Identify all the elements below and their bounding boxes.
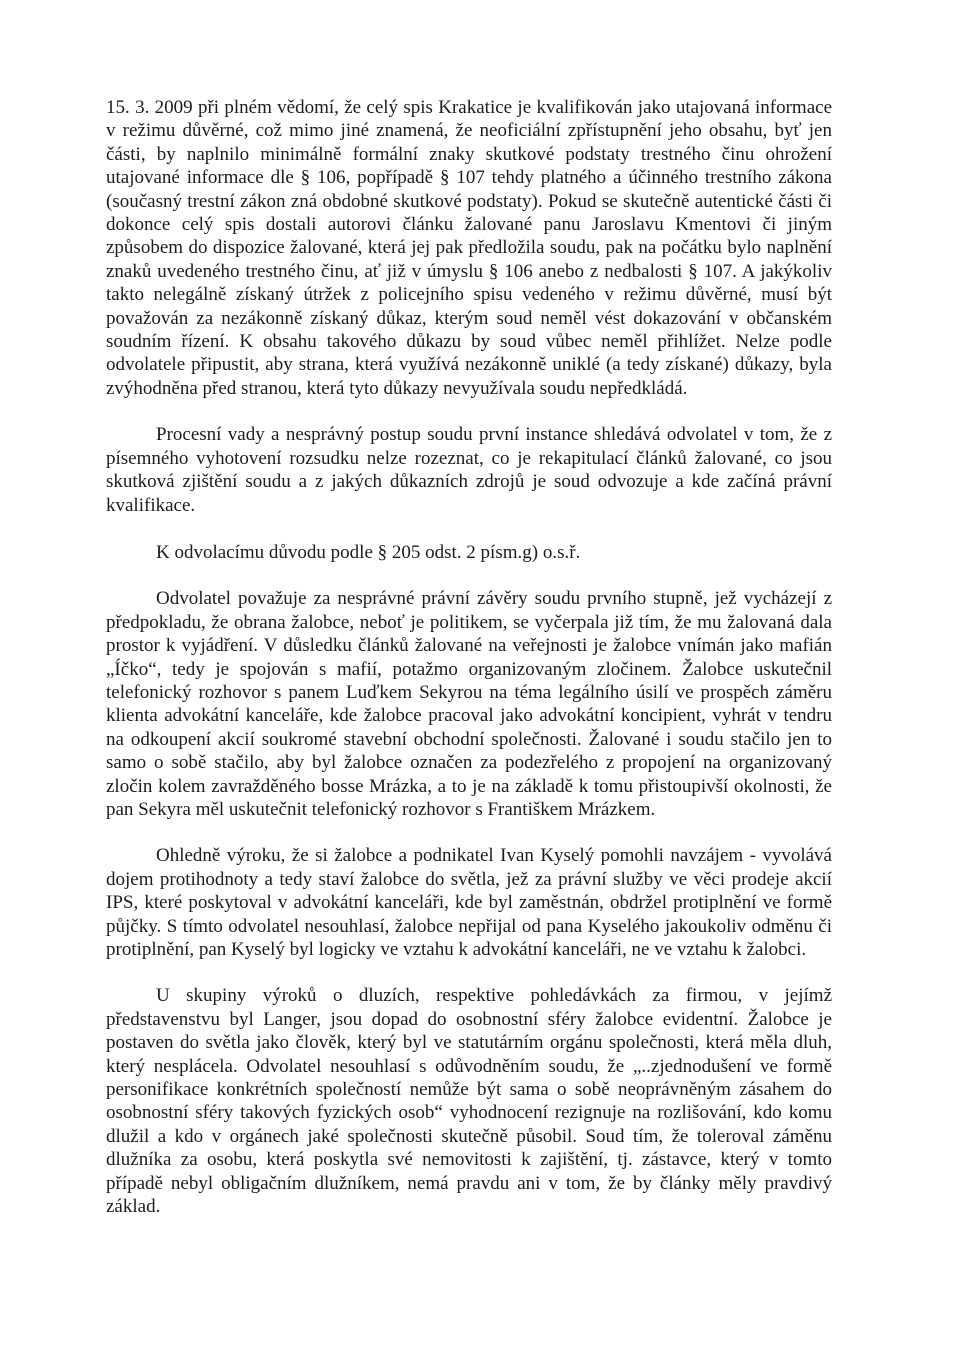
paragraph-legal-conclusions: Odvolatel považuje za nesprávné právní závěry soudu prvního stupně, jež vycházejí z předpokladu, že obrana žalobce, neboť je politikem, se vyčerpala již tím, že mu žalovaná dala prostor k vyjádření. V důsledku článků žalované na veřejnosti je žalobce vnímán jako mafián „Íčko“, tedy je spojován s mafií, potažmo organizovaným zločinem. Žalobce uskutečnil telefonický rozhovor s panem Luďkem Sekyrou na téma legálního úsilí ve prospěch záměru klienta advokátní kanceláře, kde žalobce pracoval jako advokátní koncipient, vyhrát v tendru na odkoupení akcií soukromé stavební obchodní společnosti. Žalované i soudu stačilo jen to samo o sobě stačilo, aby byl žalobce označen za podezřelého z propojení na organizovaný zločin kolem zavražděného bosse Mrázka, a to je na základě k tomu přistoupivší okolnosti, že pan Sekyra měl uskutečnit telefonický rozhovor s Františkem Mrázkem. [106,588,832,820]
document-page [106,96,832,1218]
paragraph-procedural-defects: Procesní vady a nesprávný postup soudu první instance shledává odvolatel v tom, že z písemného vyhotovení rozsudku nelze rozeznat, co je rekapitulací článků žalované, co jsou skutková zjištění soudu a z jakých důkazních zdrojů je soud odvozuje a kde začíná právní kvalifikace. [106,424,832,516]
section-heading-appeal-ground: K odvolacímu důvodu podle § 205 odst. 2 písm.g) o.s.ř. [156,541,581,563]
paragraph-continuation: 15. 3. 2009 při plném vědomí, že celý spis Krakatice je kvalifikován jako utajovaná informace v režimu důvěrné, což mimo jiné znamená, že neoficiální zpřístupnění jeho obsahu, byť jen části, by naplnilo minimálně formální znaky skutkové podstaty trestného činu ohrožení utajované informace dle § 106, popřípadě § 107 tehdy platného a účinného trestního zákona (současný trestní zákon zná obdobné skutkové podstaty). Pokud se skutečně autentické části či dokonce celý spis dostali autorovi článku žalované panu Jaroslavu Kmentovi či jiným způsobem do dispozice žalované, která jej pak předložila soudu, pak na počátku bylo naplnění znaků uvedeného trestného činu, ať již v úmyslu § 106 anebo z nedbalosti § 107. A jakýkoliv takto nelegálně získaný útržek z policejního spisu vedeného v režimu důvěrné, musí být považován za nezákonně získaný důkaz, kterým soud neměl vést dokazování v občanském soudním řízení. K obsahu takového důkazu by soud vůbec neměl přihlížet. Nelze podle odvolatele připustit, aby strana, která využívá nezákonně uniklé (a tedy získané) důkazy, byla zvýhodněna před stranou, která tyto důkazy nevyužívala soudu nepředkládá. [106,97,832,399]
paragraph-debts: U skupiny výroků o dluzích, respektive pohledávkách za firmou, v jejímž představenstvu byl Langer, jsou dopad do osobnostní sféry žalobce evidentní. Žalobce je postaven do světla jako člověk, který byl ve statutárním orgánu společnosti, která měla dluh, který nesplácela. Odvolatel nesouhlasí s odůvodněním soudu, že „..zjednodušení ve formě personifikace konkrétních společností nemůže být sama o sobě neoprávněným zásahem do osobnostní sféry takových fyzických osob“ vyhodnocení rezignuje na rozlišování, kdo komu dlužil a kdo v orgánech jaké společnosti skutečně působil. Soud tím, že toleroval záměnu dlužníka za osobu, která poskytla své nemovitosti k zajištění, tj. zástavce, který v tomto případě nebyl obligačním dlužníkem, nemá pravdu ani v tom, že by články měly pravdivý základ. [106,985,832,1218]
paragraph-mutual-help: Ohledně výroku, že si žalobce a podnikatel Ivan Kyselý pomohli navzájem - vyvolává dojem protihodnoty a tedy staví žalobce do světla, jež za právní služby ve věci prodeje akcií IPS, které poskytoval v advokátní kanceláři, kde byl zaměstnán, obdržel protiplnění ve formě půjčky. S tímto odvolatel nesouhlasí, žalobce nepřijal od pana Kyselého jakoukoliv odměnu či protiplnění, pan Kyselý byl logicky ve vztahu k advokátní kanceláři, ne ve vztahu k žalobci. [106,845,832,960]
